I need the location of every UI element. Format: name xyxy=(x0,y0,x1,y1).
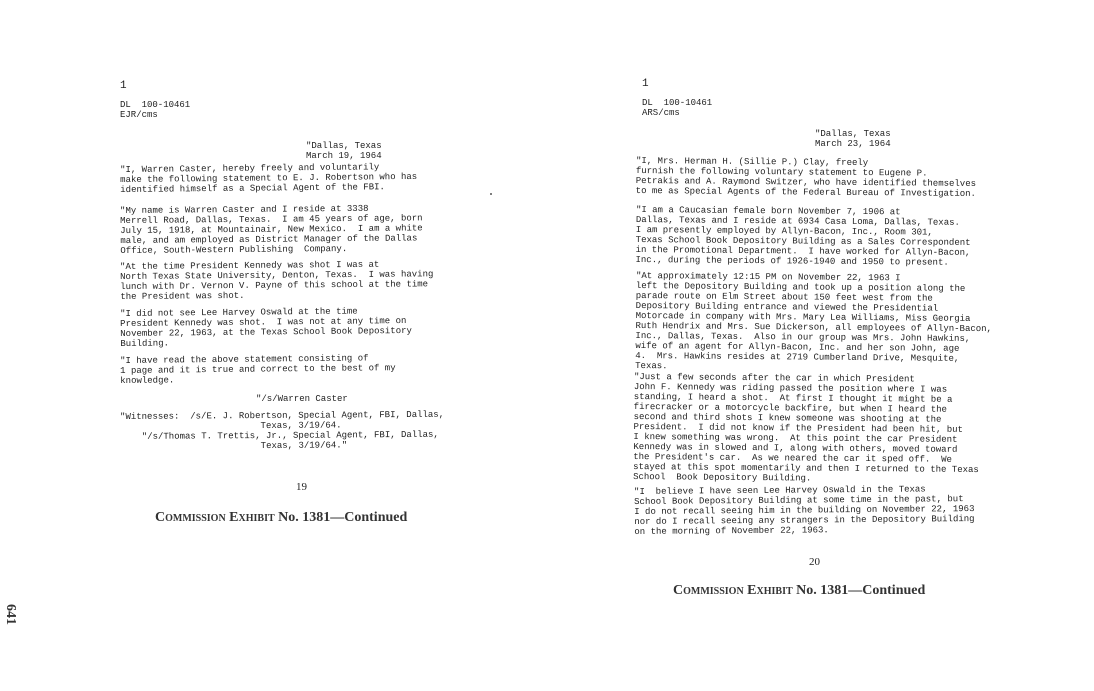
initials: ARS/cms xyxy=(642,108,680,118)
exhibit-caption xyxy=(673,583,925,599)
place-date: "Dallas, Texas March 19, 1964 xyxy=(306,141,382,161)
witnesses: "Witnesses: /s/E. J. Robertson, Special Agent, FBI, Dallas, Texas, 3/19/64. "/s/Thomas T. Trettis, Jr., Special Agent, FBI, Dallas, Texas, 3/19/64." xyxy=(120,409,445,452)
place-date: "Dallas, Texas March 23, 1964 xyxy=(815,129,891,149)
statement-paragraph-4: "Just a few seconds after the car in which President John F. Kennedy was riding passed the position where I was standing, I heard a shot. At first I thought it might be a firecracker or a motorcycle backfire, but when I heard the second and third shots I knew someone was shooting at the President. I did not know if the President had been hit, but I knew something was wrong. At this point the car President Kennedy was in slowed and I, along with others, moved toward the President's car. As we neared the car it sped off. We stayed at this spot momentarily and then I returned to the Texas School Book Depository Building. xyxy=(633,372,979,484)
file-number: DL 100-10461 xyxy=(120,100,191,110)
caption-exhibit-number: No. 1381—Continued xyxy=(796,583,926,598)
right-page xyxy=(547,0,1094,691)
statement-paragraph-2: "My name is Warren Caster and I reside at 3338 Merrell Road, Dallas, Texas. I am 45 years of age, born July 15, 1918, at Mountainair, New Mexico. I am a white male, and am employed as District Manager of the Dallas Office, South-Western Publishing Company. xyxy=(120,203,423,256)
statement-paragraph-1: "I, Mrs. Herman H. (Sillie P.) Clay, freely furnish the following voluntary statement to Eugene P. Petrakis and A. Raymond Switzer, who have identified themselves to me as Special Agents of the Federal Bureau of Investigation. xyxy=(635,156,977,199)
statement-paragraph-3: "At the time President Kennedy was shot I was at North Texas State University, Denton, Texas. I was having lunch with Dr. Vernon V. Payne of this school at the time the President was shot. xyxy=(120,259,434,302)
file-number: DL 100-10461 xyxy=(642,98,713,108)
statement-paragraph-3: "At approximately 12:15 PM on November 22, 1963 I left the Depository Building and took up a position along the parade route on Elm Street about 150 feet west from the Depository Building entrance and viewed the Presidential Motorcade in company with Mrs. Mary Lea Williams, Miss Georgia Ruth Hendrix and Mrs. Sue Dickerson, all employees of Allyn-Bacon, Inc., Dallas, Texas. Also in our group was Mrs. John Hawkins, wife of an agent for Allyn-Bacon, Inc. and her son John, age 4. Mrs. Hawkins resides at 2719 Cumberland Drive, Mesquite, Texas. xyxy=(635,271,993,372)
statement-paragraph-5: "I have read the above statement consisting of 1 page and it is true and correct to the best of my knowledge. xyxy=(120,353,396,386)
page-number: 20 xyxy=(809,556,820,568)
statement-paragraph-5: "I believe I have seen Lee Harvey Oswald in the Texas School Book Depository Building at some time in the past, but I do not recall seeing him in the building on November 22, 1963 nor do I recall seeing any strangers in the Depository Building on the morning of November 22, 1963. xyxy=(634,484,975,537)
statement-paragraph-4: "I did not see Lee Harvey Oswald at the time President Kennedy was shot. I was not at any time on November 22, 1963, at the Texas School Book Depository Building. xyxy=(120,306,412,349)
scan-speck xyxy=(490,193,492,195)
signature: "/s/Warren Caster xyxy=(256,394,348,404)
page-number: 19 xyxy=(296,481,307,493)
volume-page-number: 641 xyxy=(3,604,18,625)
caption-word-exhibit: Exhibit xyxy=(747,583,793,598)
caption-word-commission: Commission xyxy=(155,510,226,525)
exhibit-caption xyxy=(155,510,407,526)
caption-exhibit-number: No. 1381—Continued xyxy=(278,510,408,525)
initials: EJR/cms xyxy=(120,110,158,120)
corner-number: 1 xyxy=(120,80,127,92)
statement-paragraph-2: "I am a Caucasian female born November 7, 1906 at Dallas, Texas and I reside at 6934 Casa Loma, Dallas, Texas. I am presently employed by Allyn-Bacon, Inc., Room 301, Texas School Book Depository Building as a Sales Correspondent in the Promotional Department. I have worked for Allyn-Bacon, Inc., during the periods of 1926-1940 and 1950 to present. xyxy=(635,205,971,268)
corner-number: 1 xyxy=(642,78,649,90)
caption-word-exhibit: Exhibit xyxy=(229,510,275,525)
statement-paragraph-1: "I, Warren Caster, hereby freely and voluntarily make the following statement to E. J. Robertson who has identified himself as a Special Agent of the FBI. xyxy=(120,162,418,195)
caption-word-commission: Commission xyxy=(673,583,744,598)
